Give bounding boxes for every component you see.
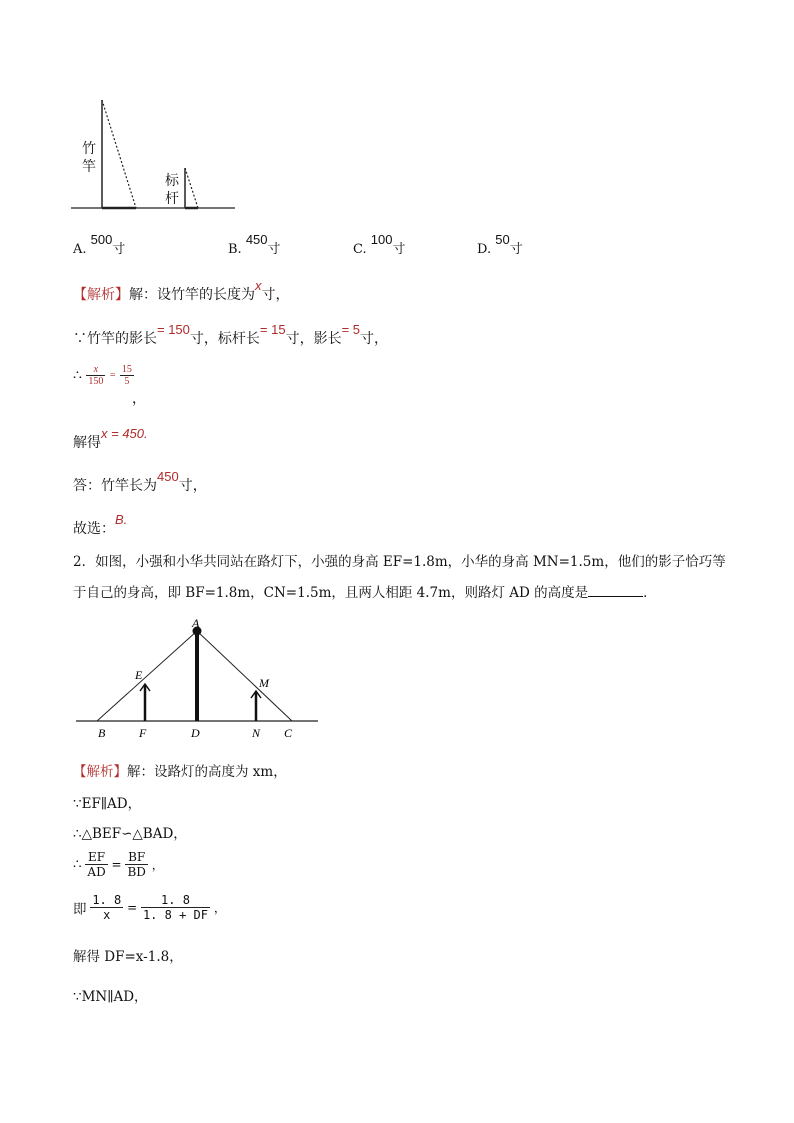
q2-fraction-bf-bd: [125, 850, 147, 879]
option-b-unit: 寸: [267, 242, 281, 257]
q2-a5-n1: 1. 8: [92, 893, 122, 907]
option-c-value: 100: [370, 232, 393, 247]
q1-frac2-num: 15: [121, 364, 132, 375]
q1-s2-a: 竹竿的影长: [87, 331, 157, 347]
label-n: N: [252, 726, 261, 740]
q1-s4-eq: x = 450.: [101, 426, 148, 441]
q1-analysis-line-1: [73, 278, 290, 304]
q2-a5-d1: x: [103, 908, 111, 922]
because-symbol: ∵: [73, 331, 87, 347]
q1-analysis-line-6: [73, 512, 128, 538]
q2-fraction-1: [90, 893, 123, 922]
q1-s5-unit: 寸，: [178, 478, 207, 494]
q1-analysis-line-3: [73, 364, 134, 387]
q1-s5-text: 答：竹竿长为: [73, 478, 157, 494]
q1-s1-var: x: [255, 278, 262, 293]
street-lamp-figure: [70, 612, 325, 745]
option-a-unit: 寸: [112, 242, 126, 257]
q1-fraction-1: [86, 364, 105, 387]
q1-s1-text: 解：设竹竿的长度为: [129, 287, 255, 303]
label-c: C: [284, 726, 293, 740]
option-c-unit: 寸: [392, 242, 406, 257]
q2-a5-d2: 1. 8 + DF: [142, 908, 208, 922]
option-d[interactable]: [477, 232, 523, 257]
q1-s6-text: 故选：: [73, 521, 115, 537]
q1-frac2-den: 5: [124, 376, 130, 387]
q2-question-line-2: [73, 581, 657, 601]
option-a-letter: A.: [73, 242, 87, 257]
q2-analysis-line-1: [73, 760, 287, 780]
q1-fraction-2: [120, 364, 134, 387]
option-d-letter: D.: [477, 242, 492, 257]
q2-a5-prefix: 即: [73, 901, 87, 918]
option-b-value: 450: [245, 232, 268, 247]
q2-a4-d2: BD: [127, 865, 146, 879]
q1-analysis-line-3-end: [132, 388, 146, 408]
pole-sun-ray: [102, 100, 136, 208]
pole-label: 竹竿: [82, 141, 96, 175]
ray-right: [197, 631, 292, 721]
q1-analysis-line-5: [73, 469, 207, 495]
q1-analysis-line-2: [73, 322, 389, 348]
q1-s2-end: 寸，: [360, 331, 389, 347]
q2-analysis-tag: 【解析】: [73, 764, 127, 779]
label-d: D: [191, 726, 200, 740]
q1-analysis-line-4: [73, 426, 148, 452]
q2-a4-d1: AD: [87, 865, 106, 879]
q2-fraction-2: [141, 893, 210, 922]
q2-a1: 解：设路灯的高度为 xm，: [127, 764, 287, 780]
option-a[interactable]: [73, 232, 126, 257]
therefore-symbol: ∴: [73, 856, 82, 873]
q1-s2-c-val: = 5: [341, 322, 361, 337]
q1-s2-c: 寸，影长: [285, 331, 342, 347]
q1-analysis-tag: 【解析】: [73, 288, 129, 303]
option-b-letter: B.: [228, 242, 242, 257]
label-m: M: [259, 676, 269, 690]
q2-question-line-1: 2．如图，小强和小华共同站在路灯下，小强的身高 EF=1.8m，小华的身高 MN=1.5m，他们的影子恰巧等: [73, 554, 726, 570]
q2-a5-n2: 1. 8: [141, 893, 210, 908]
q2-a4-end: ，: [151, 858, 164, 872]
q1-frac-eq: =: [109, 370, 116, 381]
q1-s1-unit: 寸，: [261, 287, 290, 303]
q2-analysis-line-3: ∴△BEF∽△BAD，: [73, 826, 187, 842]
label-f: F: [139, 726, 147, 740]
q1-s6-val: B.: [115, 512, 128, 527]
option-c-letter: C.: [353, 242, 367, 257]
label-b: B: [98, 726, 106, 740]
rod-label: 标杆: [165, 173, 179, 207]
q2-fraction-ef-ad: [85, 850, 107, 879]
option-b[interactable]: [228, 232, 281, 257]
q2-a5-eq: =: [127, 900, 138, 915]
option-d-value: 50: [495, 232, 510, 247]
q2-analysis-line-6: 解得 DF=x-1.8，: [73, 949, 183, 965]
q2-line2-end: ．: [643, 585, 657, 601]
q2-analysis-line-2: ∵EF∥AD，: [73, 796, 142, 812]
q2-analysis-line-5: [73, 893, 226, 922]
option-a-value: 500: [90, 232, 113, 247]
q2-analysis-line-4: [73, 850, 164, 879]
rod-sun-ray: [185, 168, 198, 208]
q1-s2-b: 寸，标杆长: [189, 331, 260, 347]
q1-s3-end: ，: [132, 391, 146, 407]
therefore-symbol: ∴: [73, 367, 82, 384]
label-a: A: [192, 616, 200, 630]
q2-analysis-line-7: ∵MN∥AD，: [73, 989, 148, 1005]
q1-s2-a-val: = 150: [157, 322, 190, 337]
option-c[interactable]: [353, 232, 406, 257]
q2-a4-n1: EF: [85, 850, 107, 865]
label-e: E: [135, 668, 143, 682]
q1-s5-val: 450: [157, 469, 179, 484]
q2-a4-n2: BF: [125, 850, 147, 865]
q1-frac1-num: x: [86, 364, 105, 376]
answer-blank[interactable]: [588, 583, 643, 597]
ray-left: [97, 631, 197, 721]
option-d-unit: 寸: [509, 242, 523, 257]
q2-a5-end: ，: [213, 901, 226, 915]
q2-a4-eq: =: [111, 857, 122, 872]
q1-s2-b-val: = 15: [259, 322, 286, 337]
q1-s4-text: 解得: [73, 435, 101, 451]
q2-line2-text: 于自己的身高，即 BF=1.8m，CN=1.5m，且两人相距 4.7m，则路灯 AD 的高度是: [73, 585, 589, 601]
q1-frac1-den: 150: [88, 376, 104, 387]
